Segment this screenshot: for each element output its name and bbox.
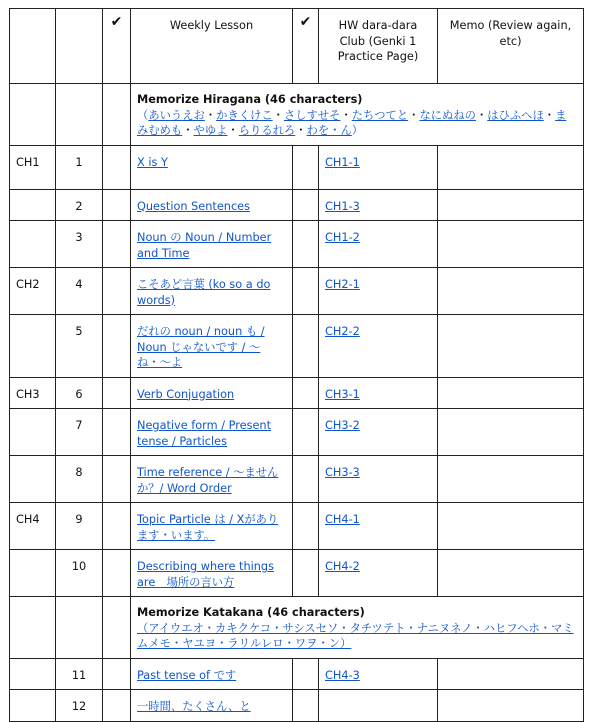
lesson-link[interactable]: Noun の Noun / Number and Time <box>137 231 272 260</box>
lesson-link[interactable]: Verb Conjugation <box>137 387 235 401</box>
memo-cell[interactable] <box>438 377 584 409</box>
check-cell[interactable] <box>103 221 131 268</box>
chapter-label <box>10 221 56 268</box>
katakana-cell <box>131 597 584 659</box>
check-cell[interactable] <box>293 690 319 722</box>
check-cell[interactable] <box>103 503 131 550</box>
lesson-cell <box>131 409 293 456</box>
check-cell[interactable] <box>293 315 319 378</box>
separator: ・ <box>340 108 352 122</box>
empty-cell <box>103 84 131 146</box>
homework-cell <box>319 315 438 378</box>
check-cell[interactable] <box>293 550 319 597</box>
katakana-row <box>10 597 584 659</box>
homework-cell <box>319 658 438 690</box>
chapter-label: CH3 <box>10 377 56 409</box>
lesson-number: 1 <box>56 145 103 189</box>
check-cell[interactable] <box>103 550 131 597</box>
memo-cell[interactable] <box>438 409 584 456</box>
check-cell[interactable] <box>103 658 131 690</box>
header-check-mark-1: ✔ <box>103 9 131 84</box>
lesson-link[interactable]: Time reference / 〜ません か？/ Word Order <box>137 466 279 495</box>
chapter-label: CH2 <box>10 268 56 315</box>
lesson-cell <box>131 658 293 690</box>
lesson-row <box>10 377 584 409</box>
memo-cell[interactable] <box>438 315 584 378</box>
memo-cell[interactable] <box>438 456 584 503</box>
header-memo: Memo (Review again, etc) <box>438 9 584 84</box>
header-check-mark-2: ✔ <box>293 9 319 84</box>
memo-cell[interactable] <box>438 503 584 550</box>
header-chapter-cell <box>10 9 56 84</box>
chapter-label <box>10 456 56 503</box>
check-cell[interactable] <box>103 690 131 722</box>
homework-link[interactable]: CH4-1 <box>325 513 360 526</box>
check-cell[interactable] <box>293 456 319 503</box>
chapter-label <box>10 409 56 456</box>
homework-link[interactable]: CH2-1 <box>325 278 360 291</box>
hiragana-link[interactable]: なにぬねの <box>419 108 476 122</box>
hiragana-link[interactable]: らりるれろ <box>238 124 296 137</box>
homework-link[interactable]: CH3-1 <box>325 387 360 401</box>
empty-cell <box>56 597 103 659</box>
lesson-row <box>10 456 584 503</box>
lesson-cell <box>131 268 293 315</box>
chapter-label <box>10 189 56 221</box>
lesson-link[interactable]: 一時間、たくさん、と <box>137 700 251 713</box>
chapter-label: CH4 <box>10 503 56 550</box>
lesson-link[interactable]: だれの noun / noun も / Noun じゃないです / 〜ね・〜よ <box>137 325 265 369</box>
separator: ・ <box>227 124 239 137</box>
memo-cell[interactable] <box>438 550 584 597</box>
memo-cell[interactable] <box>438 221 584 268</box>
lesson-number: 10 <box>56 550 103 597</box>
lesson-row <box>10 221 584 268</box>
paren-open: （ <box>137 108 149 122</box>
header-number-cell <box>56 9 103 84</box>
check-cell[interactable] <box>103 409 131 456</box>
lesson-row <box>10 658 584 690</box>
header-row <box>10 9 584 84</box>
separator: ・ <box>295 124 307 137</box>
hiragana-link[interactable]: まみむめも <box>137 108 567 137</box>
check-cell[interactable] <box>103 456 131 503</box>
lesson-cell <box>131 550 293 597</box>
lesson-number: 12 <box>56 690 103 722</box>
homework-link[interactable]: CH2-2 <box>325 325 360 338</box>
check-cell[interactable] <box>103 189 131 221</box>
empty-cell <box>10 597 56 659</box>
lesson-number: 6 <box>56 377 103 409</box>
header-weekly-lesson: Weekly Lesson <box>131 9 293 84</box>
check-cell[interactable] <box>293 409 319 456</box>
lesson-row <box>10 550 584 597</box>
lesson-link[interactable]: Topic Particle は / Xがあり ます・います。 <box>137 513 279 542</box>
check-cell[interactable] <box>293 221 319 268</box>
lesson-table <box>9 8 584 722</box>
lesson-link[interactable]: Question Sentences <box>137 199 250 213</box>
homework-link[interactable]: CH1-2 <box>325 231 360 244</box>
hiragana-row <box>10 84 584 146</box>
header-homework: HW dara-dara Club (Genki 1 Practice Page) <box>319 9 438 84</box>
check-cell[interactable] <box>103 268 131 315</box>
hiragana-groups <box>137 108 577 139</box>
check-cell[interactable] <box>293 377 319 409</box>
homework-cell <box>319 456 438 503</box>
homework-link[interactable]: CH4-3 <box>325 668 360 682</box>
homework-cell <box>319 690 438 722</box>
homework-cell <box>319 268 438 315</box>
lesson-number: 3 <box>56 221 103 268</box>
chapter-label <box>10 550 56 597</box>
lesson-cell <box>131 189 293 221</box>
lesson-number: 11 <box>56 658 103 690</box>
lesson-row <box>10 145 584 189</box>
lesson-cell <box>131 145 293 189</box>
homework-link[interactable]: CH3-3 <box>325 466 360 479</box>
homework-link[interactable]: CH1-3 <box>325 199 360 213</box>
chapter-label <box>10 658 56 690</box>
lesson-number: 7 <box>56 409 103 456</box>
check-cell[interactable] <box>293 503 319 550</box>
memo-cell[interactable] <box>438 189 584 221</box>
lesson-number: 9 <box>56 503 103 550</box>
lesson-link[interactable]: Describing where things are 場所の言い方 <box>137 560 274 589</box>
homework-cell <box>319 409 438 456</box>
lesson-number: 8 <box>56 456 103 503</box>
hiragana-link[interactable]: さしすせそ <box>283 108 341 122</box>
separator: ・ <box>408 108 420 122</box>
lesson-cell <box>131 503 293 550</box>
lesson-link[interactable]: X is Y <box>137 155 168 169</box>
homework-link[interactable]: CH3-2 <box>325 419 360 432</box>
separator: ・ <box>272 108 284 122</box>
separator: ・ <box>204 108 217 122</box>
lesson-row <box>10 690 584 722</box>
hiragana-link[interactable]: わを・ん <box>306 124 352 137</box>
homework-cell <box>319 377 438 409</box>
empty-cell <box>10 84 56 146</box>
hiragana-link[interactable]: あいうえお <box>148 108 205 122</box>
homework-cell <box>319 503 438 550</box>
hiragana-link[interactable]: やゆよ <box>193 124 228 137</box>
homework-cell <box>319 145 438 189</box>
lesson-cell <box>131 456 293 503</box>
check-cell[interactable] <box>103 315 131 378</box>
hiragana-link[interactable]: はひふへほ <box>487 108 544 122</box>
paren-close: ） <box>351 124 364 137</box>
lesson-row <box>10 409 584 456</box>
lesson-row <box>10 503 584 550</box>
lesson-cell <box>131 377 293 409</box>
hiragana-link[interactable]: たちつてと <box>351 108 409 122</box>
lesson-row <box>10 315 584 378</box>
chapter-label <box>10 690 56 722</box>
homework-cell <box>319 221 438 268</box>
lesson-number: 4 <box>56 268 103 315</box>
separator: ・ <box>475 108 488 122</box>
lesson-number: 2 <box>56 189 103 221</box>
lesson-link[interactable]: こそあど言葉 (ko so a do words) <box>137 278 271 307</box>
lesson-row <box>10 189 584 221</box>
lesson-number: 5 <box>56 315 103 378</box>
check-cell[interactable] <box>293 658 319 690</box>
memo-cell[interactable] <box>438 658 584 690</box>
lesson-row <box>10 268 584 315</box>
chapter-label <box>10 315 56 378</box>
homework-cell <box>319 189 438 221</box>
check-cell[interactable] <box>293 189 319 221</box>
lesson-link[interactable]: Negative form / Present tense / Particles <box>137 419 272 448</box>
lesson-link[interactable]: Past tense of です <box>137 668 237 682</box>
lesson-cell <box>131 690 293 722</box>
homework-link[interactable]: CH1-1 <box>325 155 360 169</box>
chapter-label: CH1 <box>10 145 56 189</box>
lesson-cell <box>131 221 293 268</box>
hiragana-link[interactable]: かきくけこ <box>216 108 273 122</box>
separator: ・ <box>543 108 556 122</box>
memo-cell[interactable] <box>438 268 584 315</box>
lesson-cell <box>131 315 293 378</box>
katakana-title: Memorize Katakana (46 characters) <box>137 606 365 619</box>
hiragana-title: Memorize Hiragana (46 characters) <box>137 93 363 106</box>
homework-cell <box>319 550 438 597</box>
empty-cell <box>56 84 103 146</box>
check-cell[interactable] <box>103 377 131 409</box>
check-cell[interactable] <box>293 268 319 315</box>
check-cell[interactable] <box>293 145 319 189</box>
check-cell[interactable] <box>103 145 131 189</box>
separator: ・ <box>182 124 194 137</box>
memo-cell[interactable] <box>438 690 584 722</box>
empty-cell <box>103 597 131 659</box>
memo-cell[interactable] <box>438 145 584 189</box>
hiragana-cell <box>131 84 584 146</box>
katakana-link[interactable]: （アイウエオ・カキクケコ・サシスセソ・タチツテト・ナニヌネノ・ハヒフヘホ・マミムメモ・ヤユヨ・ラリルレロ・ワヲ・ン） <box>137 621 574 650</box>
homework-link[interactable]: CH4-2 <box>325 560 360 573</box>
